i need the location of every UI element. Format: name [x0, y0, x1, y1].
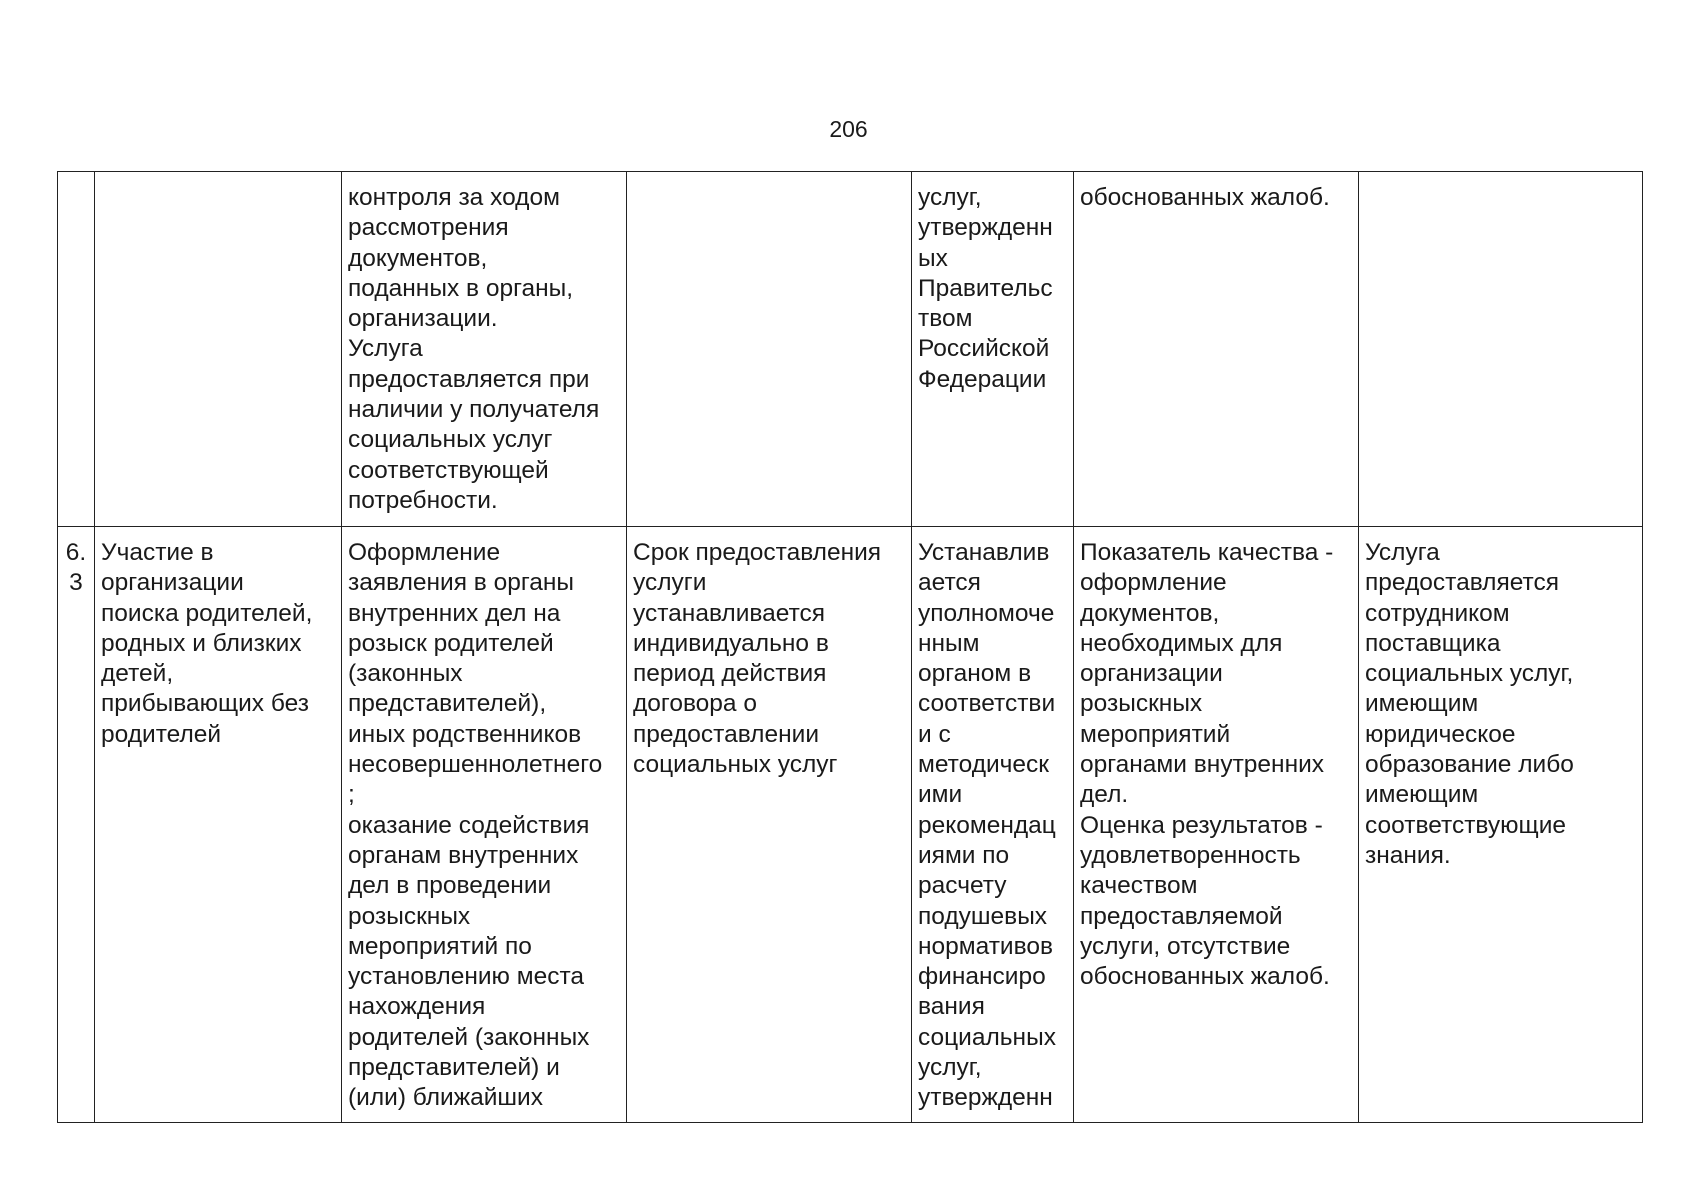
- cell-service-quality: обоснованных жалоб.: [1074, 172, 1359, 527]
- cell-number: [58, 172, 95, 527]
- cell-service-conditions: Услуга предоставляется сотрудником поставщика социальных услуг, имеющим юридическое образование либо имеющим соответствующие знания.: [1359, 527, 1643, 1123]
- cell-service-norm: услуг, утвержденн ых Правительс твом Российской Федерации: [912, 172, 1074, 527]
- cell-service-term: [627, 172, 912, 527]
- cell-service-name: Участие в организации поиска родителей, родных и близких детей, прибывающих без родителей: [95, 527, 342, 1123]
- services-table: [57, 171, 1643, 1123]
- cell-service-quality: Показатель качества - оформление документов, необходимых для организации розыскных мероприятий органами внутренних дел. Оценка результатов - удовлетворенность качеством предоставляемой услуги, отсутствие обоснованных жалоб.: [1074, 527, 1359, 1123]
- table-row-continuation: [58, 172, 1643, 527]
- cell-service-content: Оформление заявления в органы внутренних дел на розыск родителей (законных представителей), иных родственников несовершеннолетнего ; оказание содействия органам внутренних дел в проведении розыскных мероприятий по установлению места нахождения родителей (законных представителей) и (или) ближайших: [342, 527, 627, 1123]
- cell-number: 6. 3: [58, 527, 95, 1123]
- cell-service-content: контроля за ходом рассмотрения документов, поданных в органы, организации. Услуга предоставляется при наличии у получателя социальных услуг соответствующей потребности.: [342, 172, 627, 527]
- table-row-service-6-3: [58, 527, 1643, 1123]
- page-number: 206: [829, 116, 868, 142]
- cell-service-term: Срок предоставления услуги устанавливается индивидуально в период действия договора о предоставлении социальных услуг: [627, 527, 912, 1123]
- cell-service-conditions: [1359, 172, 1643, 527]
- cell-service-norm: Устанавлив ается уполномоче нным органом в соответстви и с методическ ими рекомендац иями по расчету подушевых нормативов финансиро вания социальных услуг, утвержденн: [912, 527, 1074, 1123]
- cell-service-name: [95, 172, 342, 527]
